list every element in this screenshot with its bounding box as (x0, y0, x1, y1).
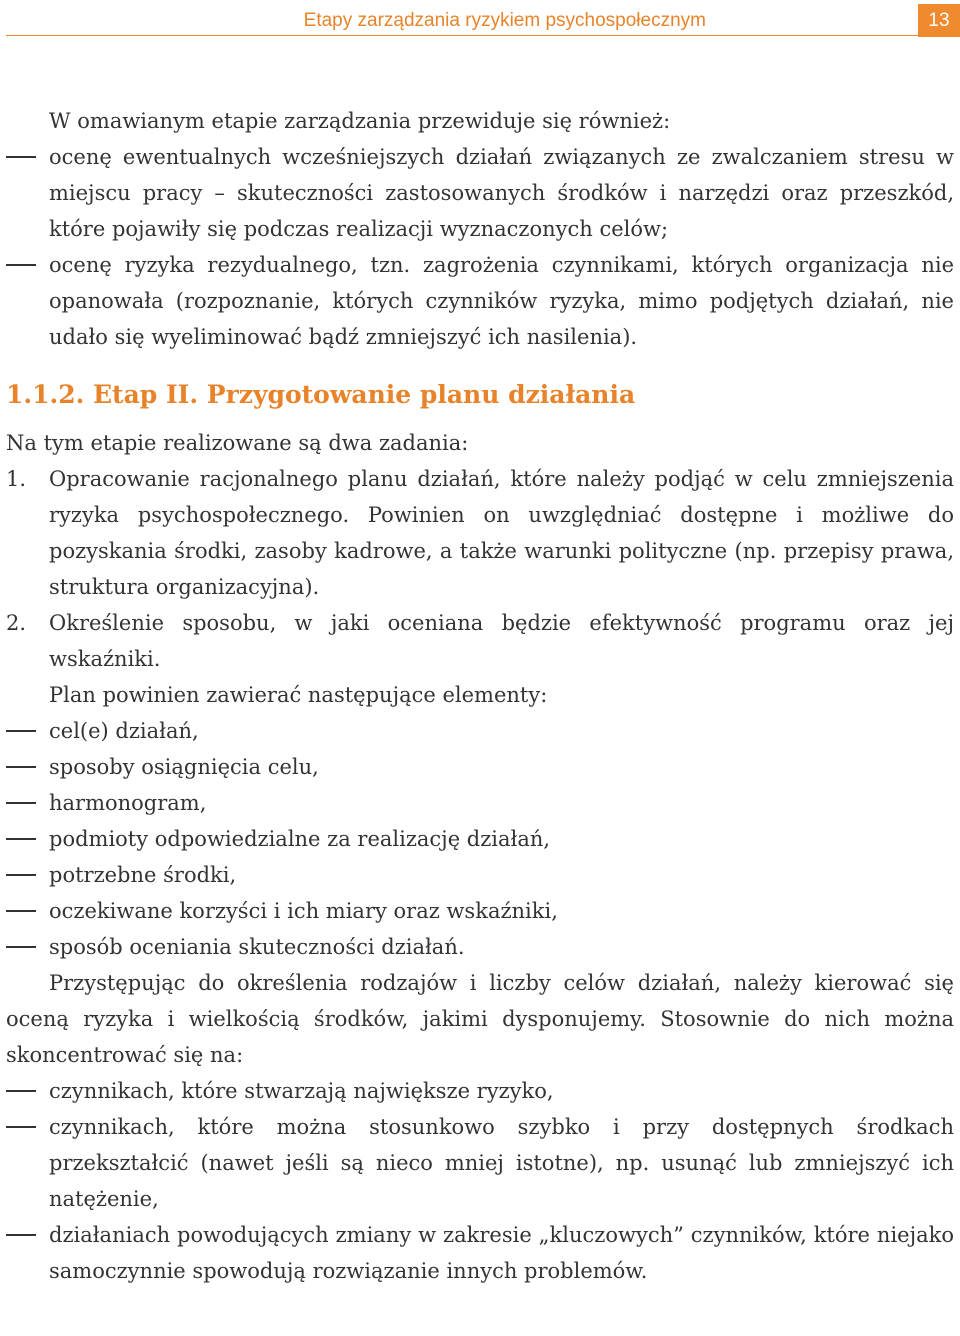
list-item-text: czynnikach, które można stosunkowo szybko i przy dostępnych środkach przekształcić (nawet jeśli są nieco mniej istotne), np. usunąć lub zmniejszyć ich natężenie, (49, 1115, 954, 1211)
dash-marker (6, 139, 49, 175)
list-item (6, 893, 954, 929)
list-item-text: potrzebne środki, (49, 863, 237, 887)
list-item-text: podmioty odpowiedzialne za realizację działań, (49, 827, 551, 851)
list-item-text: harmonogram, (49, 791, 207, 815)
numbered-item (6, 605, 954, 677)
list-item-text: ocenę ewentualnych wcześniejszych działań związanych ze zwalczaniem stresu w miejscu pracy – skuteczności zastosowanych środków i narzędzi oraz przeszkód, które pojawiły się podczas realizacji wyznaczonych celów; (49, 145, 954, 241)
list-item-text: sposoby osiągnięcia celu, (49, 755, 319, 779)
list-item-text: cel(e) działań, (49, 719, 199, 743)
numbered-item-text: Określenie sposobu, w jaki oceniana będzie efektywność programu oraz jej wskaźniki. (49, 611, 954, 671)
list-item (6, 139, 954, 247)
list-item-text: czynnikach, które stwarzają największe ryzyko, (49, 1079, 554, 1103)
dash-marker (6, 857, 49, 893)
list-item (6, 247, 954, 355)
dash-marker (6, 1217, 49, 1253)
list-item (6, 713, 954, 749)
list-item-text: działaniach powodujących zmiany w zakresie „kluczowych” czynników, które niejako samoczynnie spowodują rozwiązanie innych problemów. (49, 1223, 954, 1283)
page-number-badge: 13 (918, 4, 960, 37)
numbered-item (6, 461, 954, 605)
list-item (6, 857, 954, 893)
list-item (6, 749, 954, 785)
tasks-intro: Na tym etapie realizowane są dwa zadania: (6, 431, 469, 455)
item-number: 1. (6, 467, 27, 491)
focus-paragraph: Przystępując do określenia rodzajów i liczby celów działań, należy kierować się oceną ryzyka i wielkością środków, jakimi dysponujemy. Stosownie do nich można skoncentrować się na: (6, 971, 954, 1067)
list-item (6, 1109, 954, 1217)
page-content (6, 103, 954, 1289)
list-item (6, 1073, 954, 1109)
running-title: Etapy zarządzania ryzykiem psychospołecznym (303, 10, 706, 31)
dash-marker (6, 1073, 49, 1109)
list-item-text: sposób oceniania skuteczności działań. (49, 935, 465, 959)
plan-intro: Plan powinien zawierać następujące elementy: (49, 683, 548, 707)
dash-marker (6, 713, 49, 749)
dash-marker (6, 749, 49, 785)
list-item (6, 821, 954, 857)
numbered-item-text: Opracowanie racjonalnego planu działań, które należy podjąć w celu zmniejszenia ryzyka psychospołecznego. Powinien on uwzględniać dostępne i możliwe do pozyskania środki, zasoby kadrowe, a także warunki polityczne (np. przepisy prawa, struktura organizacyjna). (49, 467, 954, 599)
intro-paragraph: W omawianym etapie zarządzania przewiduje się również: (49, 109, 671, 133)
dash-marker (6, 893, 49, 929)
dash-marker (6, 929, 49, 965)
header-rule (6, 35, 918, 36)
list-item-text: ocenę ryzyka rezydualnego, tzn. zagrożenia czynnikami, których organizacja nie opanowała (rozpoznanie, których czynników ryzyka, mimo podjętych działań, nie udało się wyeliminować bądź zmniejszyć ich nasilenia). (49, 253, 954, 349)
list-item (6, 929, 954, 965)
list-item (6, 1217, 954, 1289)
list-item-text: oczekiwane korzyści i ich miary oraz wskaźniki, (49, 899, 558, 923)
dash-marker (6, 1109, 49, 1145)
section-heading: 1.1.2. Etap II. Przygotowanie planu działania (6, 380, 636, 409)
dash-marker (6, 247, 49, 283)
list-item (6, 785, 954, 821)
page-header (0, 0, 960, 40)
dash-marker (6, 785, 49, 821)
item-number: 2. (6, 611, 27, 635)
dash-marker (6, 821, 49, 857)
